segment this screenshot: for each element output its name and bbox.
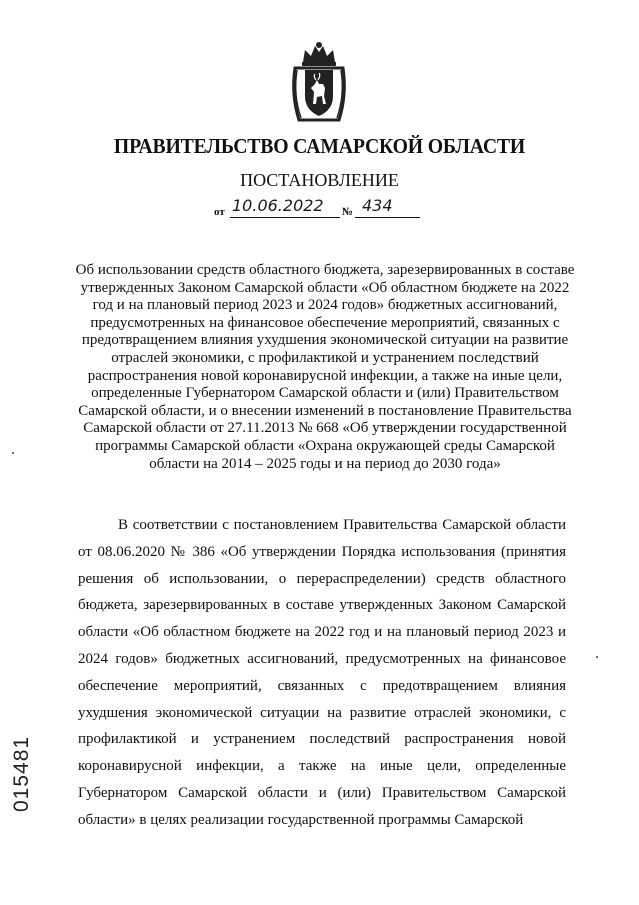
document-body: В соответствии с постановлением Правительства Самарской области от 08.06.2020 № 386 «Об утверждении Порядка использования (принятия решения об использовании, о перераспределении) средств областного бюджета, зарезервированных в составе утвержденных Законом Самарской области «Об областном бюджете на 2022 год и на плановый период 2023 и 2024 годов» бюджетных ассигнований, предусмотренных на финансовое обеспечение мероприятий, связанных с предотвращением влияния ухудшения экономической ситуации на развитие отраслей экономики, с профилактикой и устранением последствий распространения новой коронавирусной инфекции, а также на иные цели, определенные Губернатором Самарской области и (или) Правительством Самарской области» в целях реализации государственной программы Самарской	[78, 517, 566, 828]
number-label: №	[342, 206, 354, 218]
document-type: ПОСТАНОВЛЕНИЕ	[240, 170, 399, 190]
scan-mark	[596, 656, 598, 658]
document-heading: Об использовании средств областного бюджета, зарезервированных в составе утвержденных Законом Самарской области «Об областном бюджете на 2022 год и на плановый период 2023 и 2024 годов» бюджетных ассигнований, предусмотренных на финансовое обеспечение мероприятий, связанных с предотвращением влияния ухудшения экономической ситуации на развитие отраслей экономики, с профилактикой и устранением последствий распространения новой коронавирусной инфекции, а также на иные цели, определенные Губернатором Самарской области и (или) Правительством Самарской области, и о внесении изменений в постановление Правительства Самарской области от 27.11.2013 № 668 «Об утверждении государственной программы Самарской области «Охрана окружающей среды Самарской области на 2014 – 2025 годы и на период до 2030 года»	[75, 262, 575, 472]
date-label: от	[214, 206, 225, 218]
scan-mark	[12, 452, 14, 454]
organization-title: ПРАВИТЕЛЬСТВО САМАРСКОЙ ОБЛАСТИ	[113, 134, 526, 158]
number-value: 434	[362, 196, 393, 215]
number-underline	[355, 217, 420, 218]
date-value: 10.06.2022	[232, 196, 324, 215]
registration-number: 015481	[10, 735, 33, 812]
document-date-number	[210, 198, 440, 224]
samara-coat-of-arms-icon	[289, 40, 349, 126]
date-underline	[230, 217, 340, 218]
